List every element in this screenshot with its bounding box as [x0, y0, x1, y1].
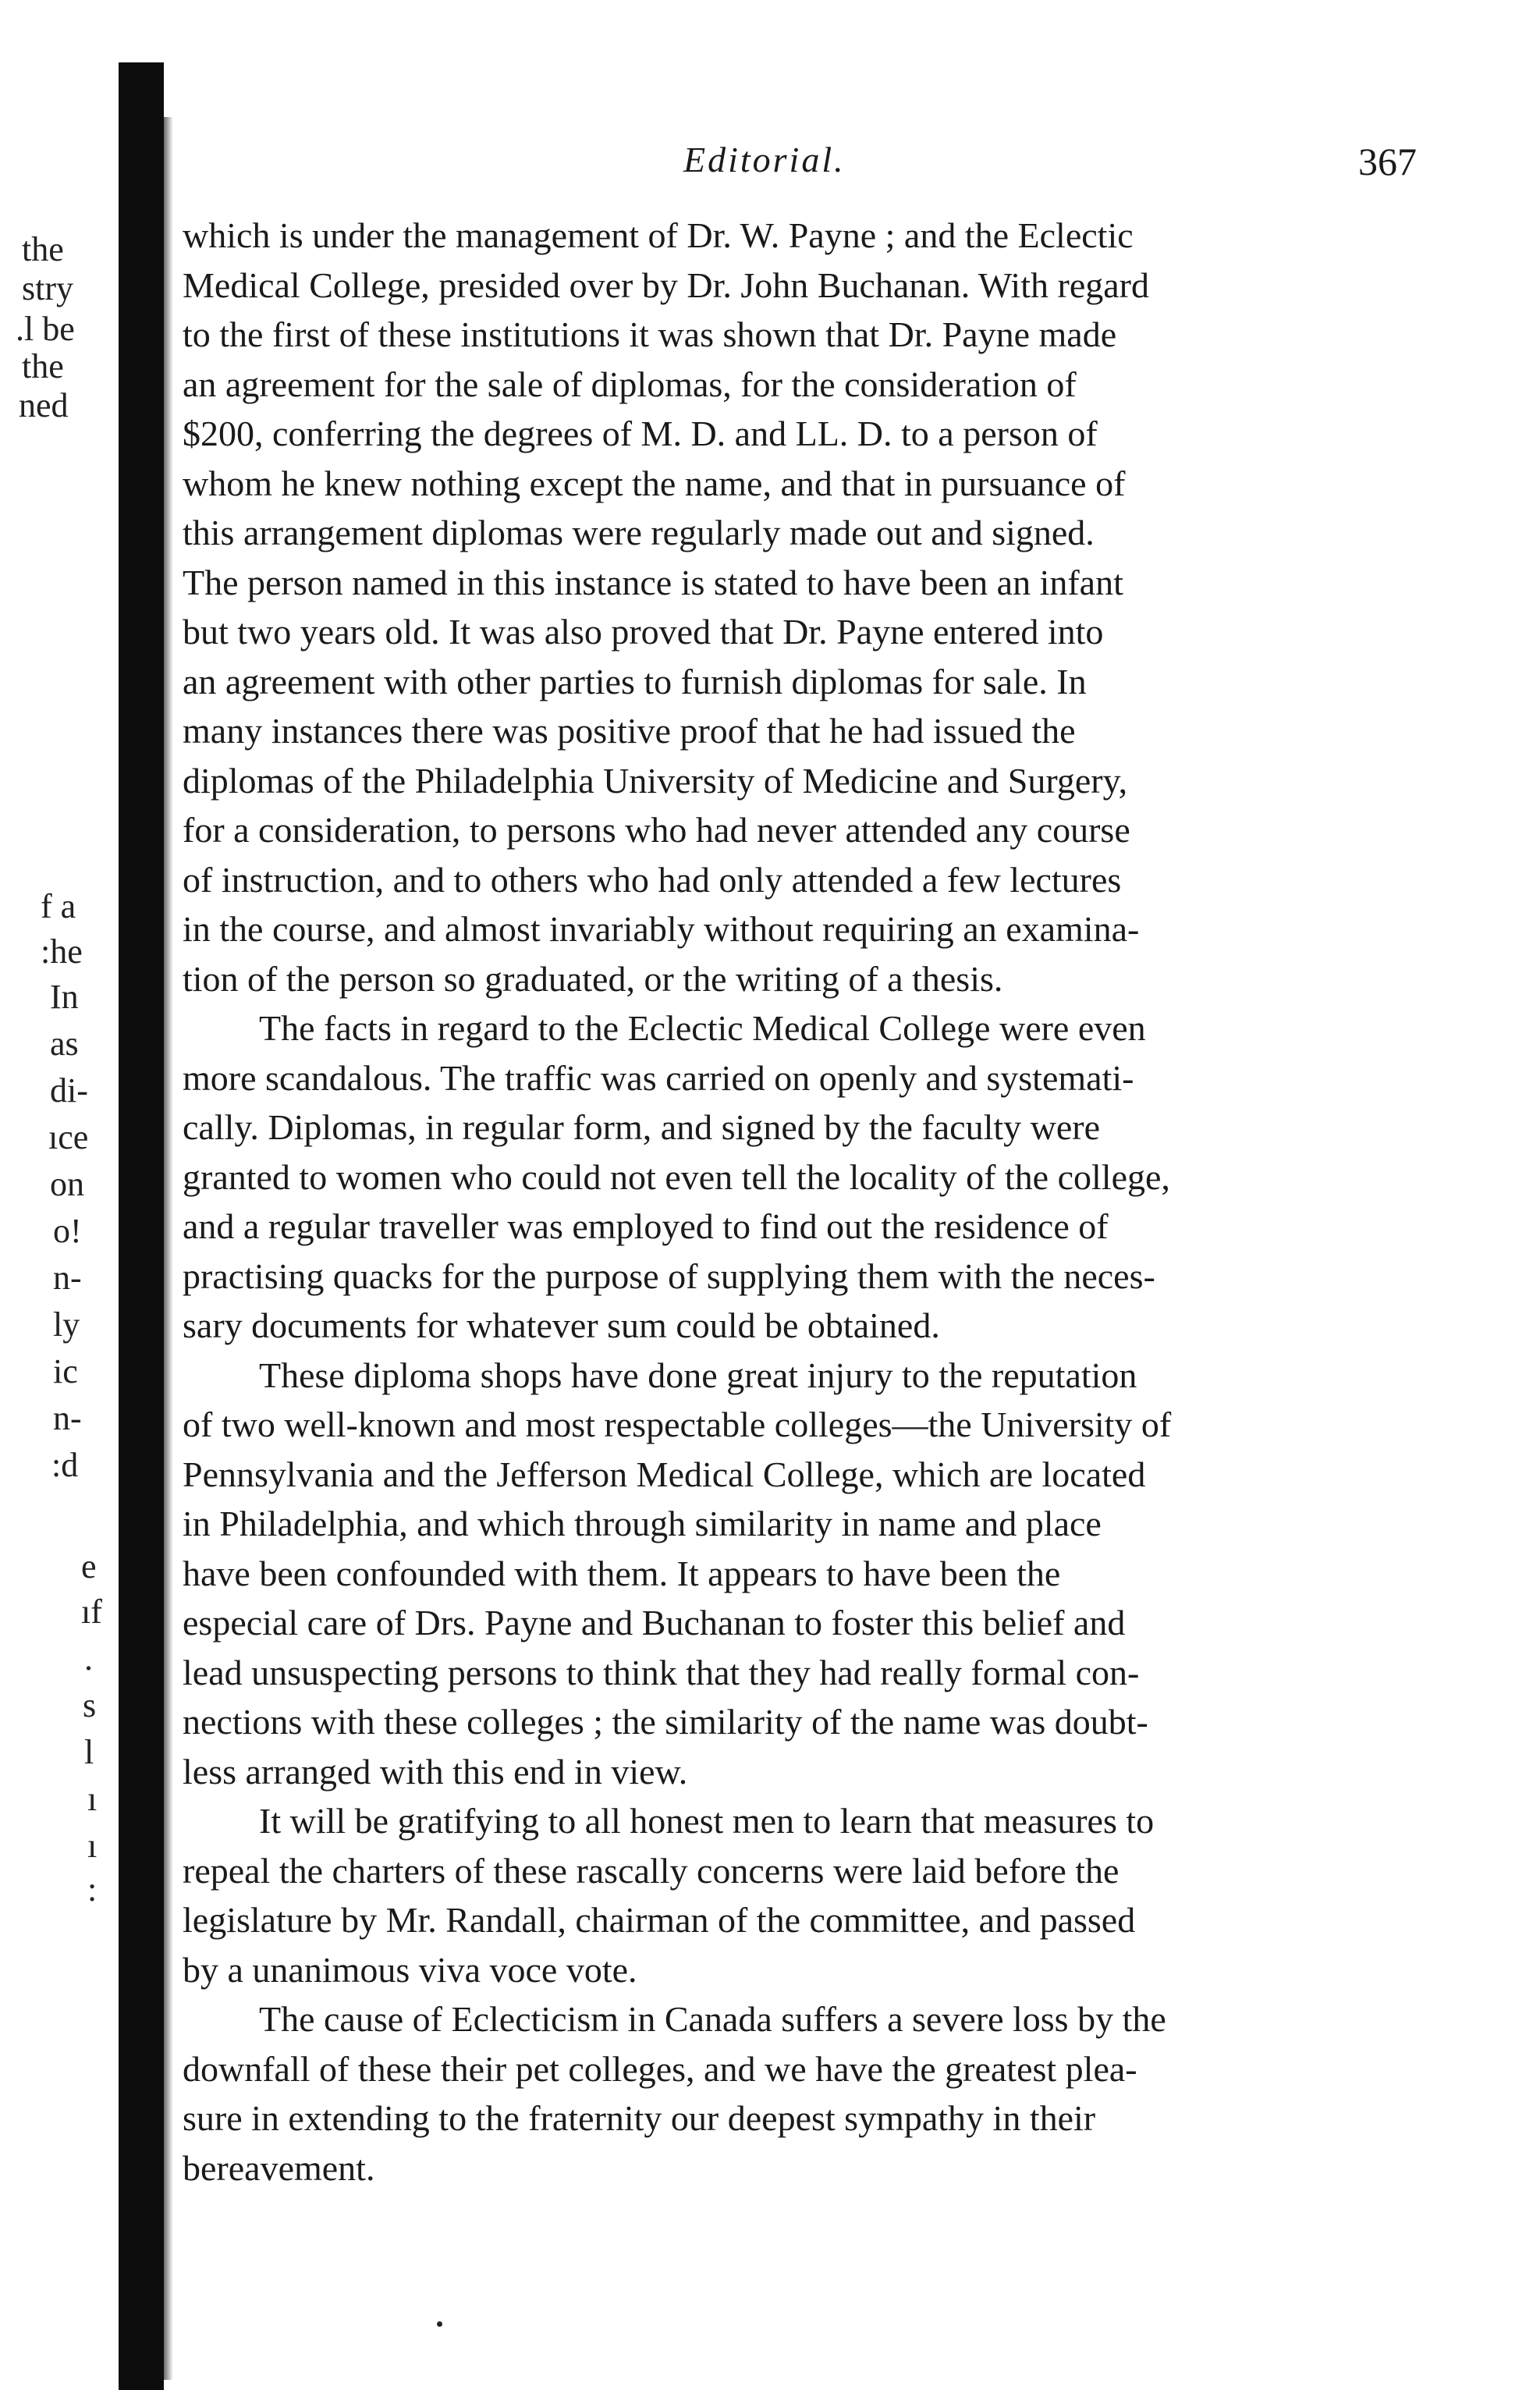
- margin-fragment: .: [84, 1639, 93, 1678]
- text-line: The cause of Eclecticism in Canada suffers a severe loss by the: [259, 1999, 1166, 2039]
- margin-fragment: ı: [87, 1827, 98, 1865]
- text-line: practising quacks for the purpose of supplying them with the neces-: [183, 1255, 1155, 1296]
- text-line: Medical College, presided over by Dr. John Buchanan. With regard: [183, 265, 1149, 305]
- margin-fragment: di-: [50, 1071, 88, 1110]
- text-line: downfall of these their pet colleges, and we have the greatest plea-: [183, 2048, 1137, 2089]
- margin-fragment: f a: [41, 887, 76, 925]
- text-line: and a regular traveller was employed to find out the residence of: [183, 1206, 1109, 1246]
- text-line: for a consideration, to persons who had never attended any course: [183, 810, 1130, 850]
- text-line: $200, conferring the degrees of M. D. and LL. D. to a person of: [183, 414, 1098, 453]
- text-line: diplomas of the Philadelphia University of Medicine and Surgery,: [183, 760, 1128, 801]
- text-line: lead unsuspecting persons to think that they had really formal con-: [183, 1652, 1140, 1692]
- text-line: an agreement for the sale of diplomas, for the consideration of: [183, 364, 1077, 404]
- margin-fragment: n-: [53, 1259, 82, 1297]
- facing-page-fragments: [0, 0, 117, 2390]
- margin-fragment: as: [50, 1025, 79, 1063]
- margin-fragment: ıf: [81, 1593, 102, 1631]
- text-line: The facts in regard to the Eclectic Medical College were even: [259, 1008, 1146, 1048]
- text-line: in the course, and almost invariably without requiring an examina-: [183, 909, 1140, 949]
- text-line: which is under the management of Dr. W. Payne ; and the Eclectic: [183, 215, 1134, 255]
- text-line: but two years old. It was also proved that Dr. Payne entered into: [183, 612, 1104, 652]
- text-line: These diploma shops have done great injury to the reputation: [259, 1355, 1137, 1395]
- margin-fragment: o!: [53, 1212, 82, 1250]
- margin-fragment: ly: [53, 1305, 80, 1344]
- text-line: tion of the person so graduated, or the writing of a thesis.: [183, 958, 1003, 999]
- text-line: repeal the charters of these rascally concerns were laid before the: [183, 1850, 1120, 1891]
- book-spine-shadow: [119, 62, 164, 2390]
- text-line: The person named in this instance is stated to have been an infant: [183, 562, 1123, 602]
- text-line: less arranged with this end in view.: [183, 1751, 688, 1792]
- gutter-gradient: [164, 117, 173, 2380]
- text-line: more scandalous. The traffic was carried on openly and systemati-: [183, 1057, 1134, 1098]
- margin-fragment: ned: [19, 386, 69, 424]
- text-line: of instruction, and to others who had only attended a few lectures: [183, 859, 1122, 900]
- margin-fragment: In: [50, 978, 79, 1016]
- text-line: to the first of these institutions it was shown that Dr. Payne made: [183, 314, 1117, 354]
- margin-fragment: e: [81, 1547, 97, 1586]
- page-number: 367: [1358, 140, 1417, 183]
- editorial-body-text: [183, 211, 1415, 2193]
- margin-fragment: ı: [87, 1780, 98, 1818]
- margin-fragment: on: [50, 1165, 84, 1203]
- text-line: Pennsylvania and the Jefferson Medical College, which are located: [183, 1454, 1146, 1494]
- text-line: legislature by Mr. Randall, chairman of the committee, and passed: [183, 1900, 1136, 1940]
- margin-fragment: l: [84, 1733, 94, 1771]
- text-line: cally. Diplomas, in regular form, and signed by the faculty were: [183, 1107, 1101, 1147]
- text-line: especial care of Drs. Payne and Buchanan to foster this belief and: [183, 1603, 1126, 1642]
- text-line: this arrangement diplomas were regularly made out and signed.: [183, 513, 1095, 552]
- margin-fragment: the: [22, 230, 64, 268]
- margin-fragment: n-: [53, 1399, 82, 1437]
- margin-fragment: ıce: [48, 1118, 89, 1156]
- page-header: [184, 139, 1417, 194]
- margin-fragment: s: [83, 1686, 97, 1724]
- margin-fragment: :he: [41, 932, 83, 971]
- text-line: of two well-known and most respectable colleges—the University of: [183, 1405, 1172, 1444]
- text-line: by a unanimous viva voce vote.: [183, 1949, 637, 1990]
- text-line: It will be gratifying to all honest men to learn that measures to: [259, 1801, 1155, 1841]
- text-line: bereavement.: [183, 2147, 375, 2188]
- text-line: sary documents for whatever sum could be obtained.: [183, 1305, 940, 1345]
- text-line: sure in extending to the fraternity our deepest sympathy in their: [183, 2098, 1096, 2138]
- text-line: in Philadelphia, and which through similarity in name and place: [183, 1504, 1102, 1543]
- margin-fragment: :d: [51, 1446, 79, 1484]
- text-line: whom he knew nothing except the name, and that in pursuance of: [183, 463, 1126, 503]
- text-line: many instances there was positive proof that he had issued the: [183, 711, 1076, 751]
- text-line: an agreement with other parties to furnish diplomas for sale. In: [183, 661, 1087, 701]
- margin-fragment: the: [22, 347, 64, 385]
- text-line: granted to women who could not even tell the locality of the college,: [183, 1156, 1170, 1197]
- text-line: have been confounded with them. It appears to have been the: [183, 1553, 1061, 1593]
- text-line: nections with these colleges ; the similarity of the name was doubt-: [183, 1702, 1148, 1742]
- margin-fragment: ic: [53, 1352, 78, 1390]
- running-title: Editorial.: [683, 140, 846, 179]
- margin-fragment: stry: [22, 269, 73, 307]
- margin-fragment: .l be: [16, 310, 75, 348]
- stray-mark: [437, 2321, 442, 2327]
- margin-fragment: :: [87, 1870, 98, 1909]
